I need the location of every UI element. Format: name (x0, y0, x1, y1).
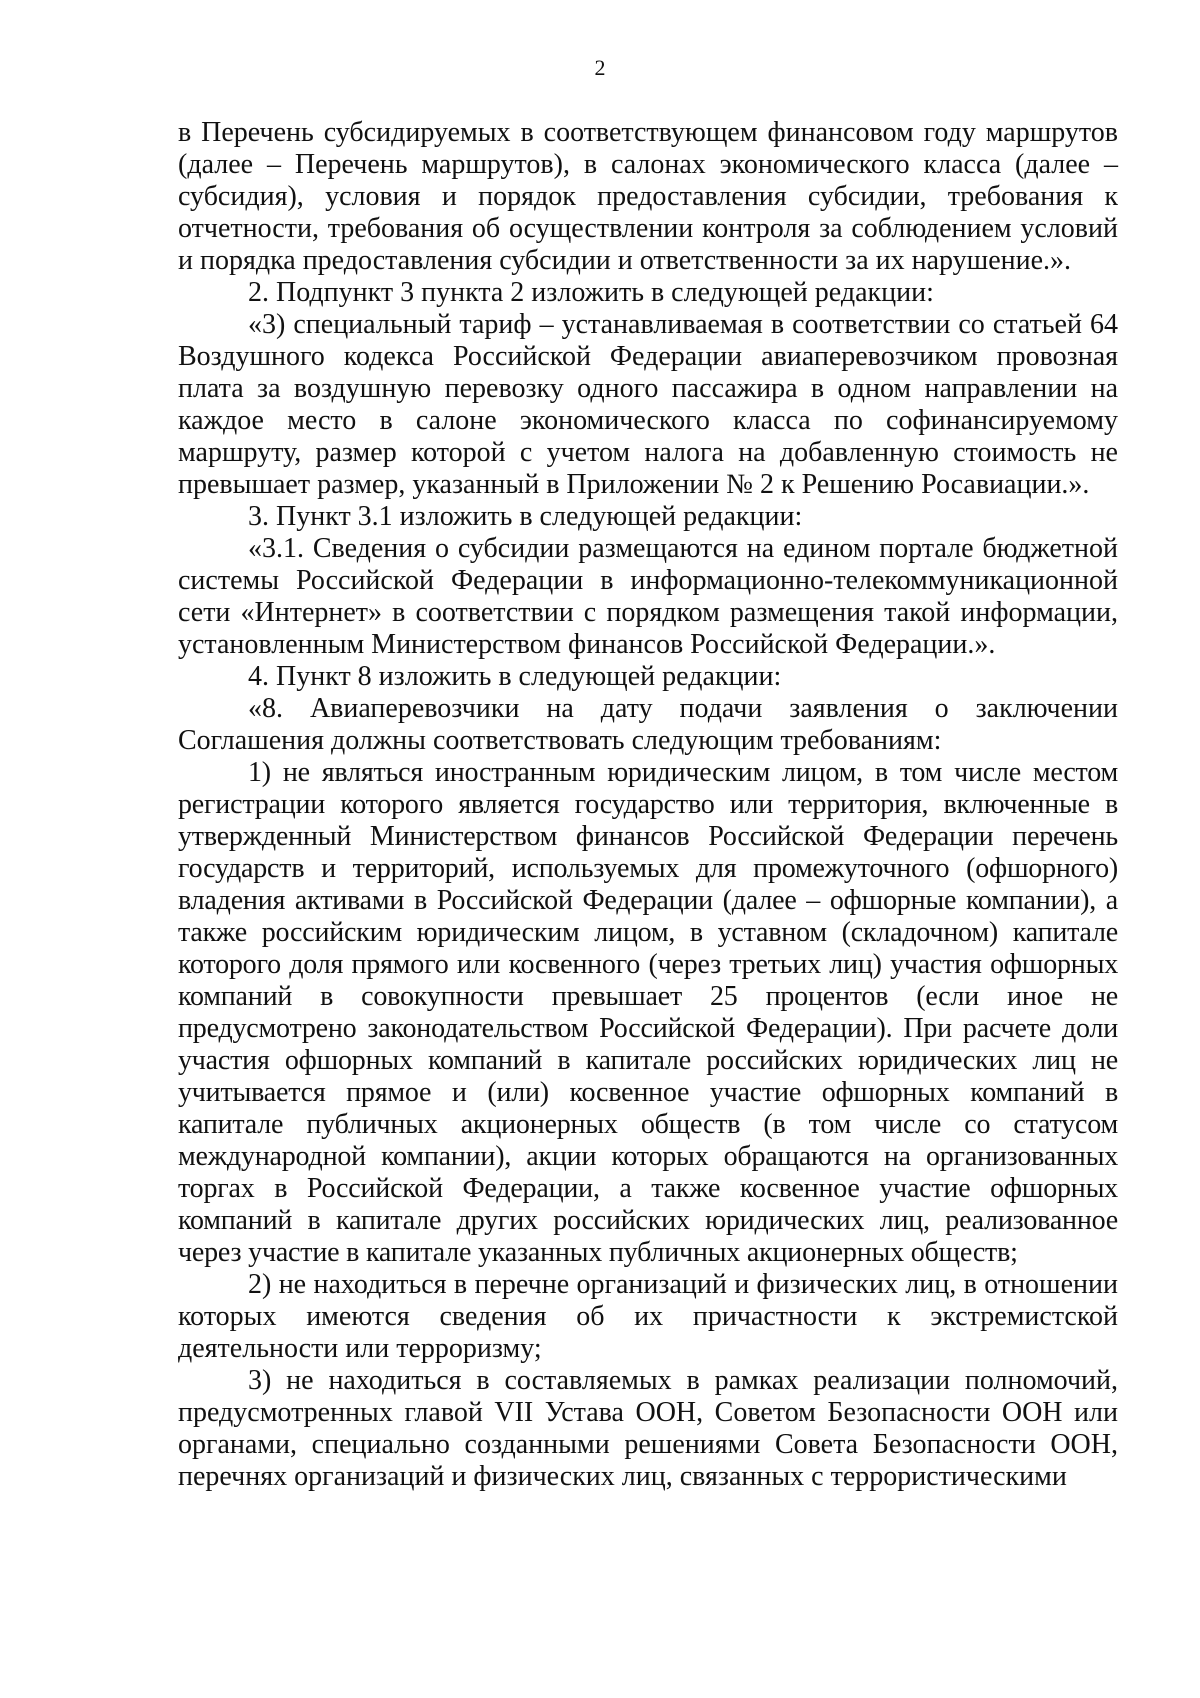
paragraph-item-4-heading: 4. Пункт 8 изложить в следующей редакции: (248, 661, 782, 692)
paragraph-item-4-text: «8. Авиаперевозчики на дату подачи заявления о заключении Соглашения должны соответствовать следующим требованиям: (178, 693, 1118, 756)
document-body (178, 117, 1118, 1493)
paragraph-item-3-text: «3.1. Сведения о субсидии размещаются на едином портале бюджетной системы Российской Федерации в информационно-телекоммуникационной сети «Интернет» в соответствии с порядком размещения такой информации, установленным Министерством финансов Российской Федерации.». (178, 533, 1118, 660)
paragraph-item-2-text: «3) специальный тариф – устанавливаемая в соответствии со статьей 64 Воздушного кодекса Российской Федерации авиаперевозчиком провозная плата за воздушную перевозку одного пассажира в одном направлении на каждое место в салоне экономического класса по софинансируемому маршруту, размер которой с учетом налога на добавленную стоимость не превышает размер, указанный в Приложении № 2 к Решению Росавиации.». (178, 309, 1118, 500)
paragraph-item-3-heading: 3. Пункт 3.1 изложить в следующей редакции: (248, 501, 803, 532)
page-number: 2 (594, 55, 606, 80)
paragraph-requirement-2: 2) не находиться в перечне организаций и физических лиц, в отношении которых имеются сведения об их причастности к экстремистской деятельности или терроризму; (178, 1269, 1118, 1364)
paragraph-requirement-3: 3) не находиться в составляемых в рамках реализации полномочий, предусмотренных главой VII Устава ООН, Советом Безопасности ООН или органами, специально созданными решениями Совета Безопасности ООН, перечнях организаций и физических лиц, связанных с террористическими (178, 1365, 1118, 1492)
paragraph-continuation: в Перечень субсидируемых в соответствующем финансовом году маршрутов (далее – Перечень маршрутов), в салонах экономического класса (далее – субсидия), условия и порядок предоставления субсидии, требования к отчетности, требования об осуществлении контроля за соблюдением условий и порядка предоставления субсидии и ответственности за их нарушение.». (178, 117, 1118, 276)
paragraph-item-2-heading: 2. Подпункт 3 пункта 2 изложить в следующей редакции: (248, 277, 934, 308)
paragraph-requirement-1: 1) не являться иностранным юридическим лицом, в том числе местом регистрации которого является государство или территория, включенные в утвержденный Министерством финансов Российской Федерации перечень государств и территорий, используемых для промежуточного (офшорного) владения активами в Российской Федерации (далее – офшорные компании), а также российским юридическим лицом, в уставном (складочном) капитале которого доля прямого или косвенного (через третьих лиц) участия офшорных компаний в совокупности превышает 25 процентов (если иное не предусмотрено законодательством Российской Федерации). При расчете доли участия офшорных компаний в капитале российских юридических лиц не учитывается прямое и (или) косвенное участие офшорных компаний в капитале публичных акционерных обществ (в том числе со статусом международной компании), акции которых обращаются на организованных торгах в Российской Федерации, а также косвенное участие офшорных компаний в капитале других российских юридических лиц, реализованное через участие в капитале указанных публичных акционерных обществ; (178, 757, 1118, 1268)
